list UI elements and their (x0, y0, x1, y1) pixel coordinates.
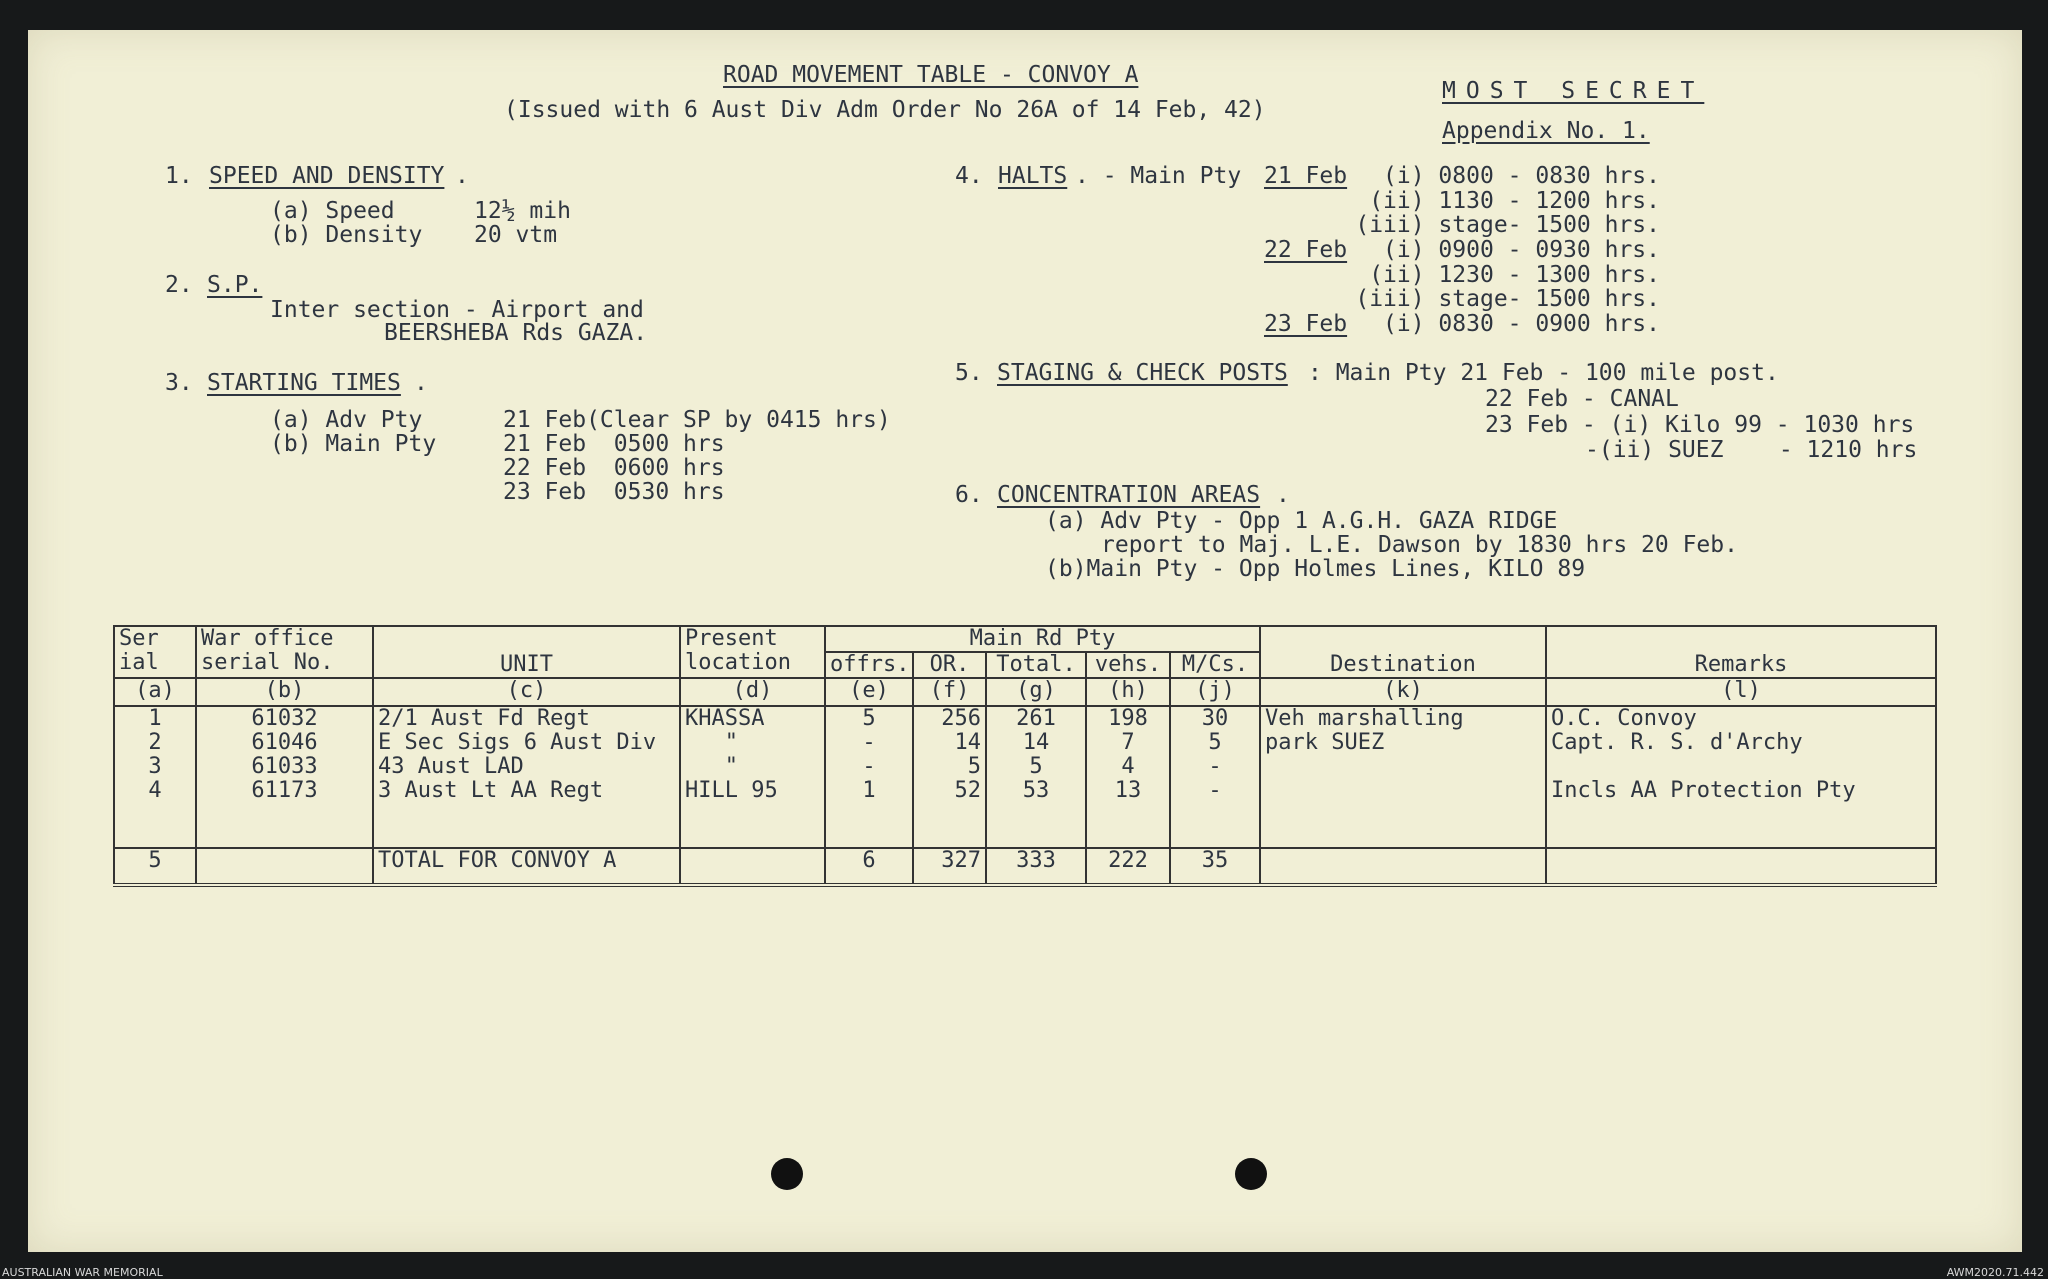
start-time-3: 22 Feb 0600 hrs (503, 455, 725, 481)
punch-hole (771, 1158, 803, 1190)
halt-line-5: (ii) 1230 - 1300 hrs. (1369, 262, 1660, 288)
cell-locations: KHASSA " " HILL 95 (680, 706, 825, 848)
archive-reference: AWM2020.71.442 (1946, 1266, 2044, 1279)
density-label: (b) Density (270, 222, 423, 248)
staging-line-3: 23 Feb - (i) Kilo 99 - 1030 hrs (1485, 412, 1915, 438)
halt-line-4: (i) 0900 - 0930 hrs. (1383, 237, 1660, 263)
section6-number: 6. (955, 482, 983, 508)
issued-note: (Issued with 6 Aust Div Adm Order No 26A of 14 Feb, 42) (504, 97, 1266, 123)
total-mcs: 35 (1170, 848, 1260, 885)
header-remarks: Remarks (1546, 626, 1936, 678)
appendix-label: Appendix No. 1. (1442, 118, 1650, 144)
movement-table (113, 625, 1937, 887)
concentration-line-2: report to Maj. L.E. Dawson by 1830 hrs 20 Feb. (1101, 532, 1738, 558)
total-label: TOTAL FOR CONVOY A (373, 848, 680, 885)
total-offrs: 6 (825, 848, 913, 885)
section5-title: STAGING & CHECK POSTS (997, 360, 1288, 386)
halt-line-6: (iii) stage- 1500 hrs. (1355, 286, 1660, 312)
header-main-rd-pty: Main Rd Pty (825, 626, 1260, 652)
header-present-location: Present location (680, 626, 825, 678)
cell-remarks: O.C. Convoy Capt. R. S. d'Archy Incls AA Protection Pty (1546, 706, 1936, 848)
section5-number: 5. (955, 360, 983, 386)
cell-or: 256 14 5 52 (913, 706, 986, 848)
total-vehs: 222 (1086, 848, 1170, 885)
cell-total: 261 14 5 53 (986, 706, 1086, 848)
speed-label: (a) Speed (270, 198, 395, 224)
document-title: ROAD MOVEMENT TABLE - CONVOY A (723, 62, 1139, 88)
adv-pty-label: (a) Adv Pty (270, 407, 423, 433)
halts-day-1: 21 Feb (1264, 163, 1348, 189)
main-pty-label: (b) Main Pty (270, 431, 437, 457)
archive-credit: AUSTRALIAN WAR MEMORIAL (2, 1266, 163, 1279)
halt-line-1: (i) 0800 - 0830 hrs. (1383, 163, 1660, 189)
header-vehs: vehs. (1086, 652, 1170, 678)
column-letter: (a) (114, 678, 196, 706)
section4-number: 4. (955, 163, 983, 189)
total-empty (196, 848, 373, 885)
section2-number: 2. (165, 272, 193, 298)
column-letter: (c) (373, 678, 680, 706)
total-total: 333 (986, 848, 1086, 885)
header-war-office-serial: War office serial No. (196, 626, 373, 678)
column-letter: (b) (196, 678, 373, 706)
column-letter: (g) (986, 678, 1086, 706)
cell-war-office-serials: 61032 61046 61033 61173 (196, 706, 373, 848)
column-letter: (e) (825, 678, 913, 706)
column-letter: (f) (913, 678, 986, 706)
section3-number: 3. (165, 370, 193, 396)
density-value: 20 vtm (474, 222, 558, 248)
concentration-line-3: (b)Main Pty - Opp Holmes Lines, KILO 89 (1045, 556, 1586, 582)
halt-line-2: (ii) 1130 - 1200 hrs. (1369, 188, 1660, 214)
cell-units: 2/1 Aust Fd Regt E Sec Sigs 6 Aust Div 43 Aust LAD 3 Aust Lt AA Regt (373, 706, 680, 848)
sp-line-2: BEERSHEBA Rds GAZA. (384, 320, 648, 346)
header-unit: UNIT (373, 626, 680, 678)
header-serial: Ser ial (114, 626, 196, 678)
start-time-1: 21 Feb(Clear SP by 0415 hrs) (503, 407, 891, 433)
speed-value: 12½ mih (474, 198, 571, 224)
staging-line-1: : Main Pty 21 Feb - 100 mile post. (1308, 360, 1779, 386)
header-or: OR. (913, 652, 986, 678)
staging-line-4: -(ii) SUEZ - 1210 hrs (1585, 437, 1918, 463)
total-empty (1260, 848, 1546, 885)
concentration-line-1: (a) Adv Pty - Opp 1 A.G.H. GAZA RIDGE (1045, 508, 1558, 534)
halt-line-3: (iii) stage- 1500 hrs. (1355, 212, 1660, 238)
column-letter: (d) (680, 678, 825, 706)
cell-destination: Veh marshalling park SUEZ (1260, 706, 1546, 848)
column-letter: (l) (1546, 678, 1936, 706)
cell-serials: 1 2 3 4 (114, 706, 196, 848)
section1-title: SPEED AND DENSITY (209, 163, 445, 189)
column-letter: (j) (1170, 678, 1260, 706)
classification-label: MOST SECRET (1442, 78, 1705, 104)
section4-title: HALTS (998, 163, 1068, 189)
start-time-4: 23 Feb 0530 hrs (503, 479, 725, 505)
start-time-2: 21 Feb 0500 hrs (503, 431, 725, 457)
header-mcs: M/Cs. (1170, 652, 1260, 678)
column-letter: (h) (1086, 678, 1170, 706)
section1-number: 1. (165, 163, 193, 189)
halt-line-7: (i) 0830 - 0900 hrs. (1383, 311, 1660, 337)
halts-day-2: 22 Feb (1264, 237, 1348, 263)
column-letter: (k) (1260, 678, 1546, 706)
staging-line-2: 22 Feb - CANAL (1485, 386, 1679, 412)
section6-title: CONCENTRATION AREAS (997, 482, 1261, 508)
section3-title: STARTING TIMES (207, 370, 401, 396)
header-destination: Destination (1260, 626, 1546, 678)
total-empty (1546, 848, 1936, 885)
halts-day-3: 23 Feb (1264, 311, 1348, 337)
section2-title: S.P. (207, 272, 263, 298)
header-offrs: offrs. (825, 652, 913, 678)
cell-offrs: 5 - - 1 (825, 706, 913, 848)
total-or: 327 (913, 848, 986, 885)
sp-line-1: Inter section - Airport and (270, 297, 644, 323)
cell-vehs: 198 7 4 13 (1086, 706, 1170, 848)
cell-mcs: 30 5 - - (1170, 706, 1260, 848)
total-serial: 5 (114, 848, 196, 885)
halts-prefix: . - Main Pty (1075, 163, 1242, 189)
header-total: Total. (986, 652, 1086, 678)
punch-hole (1235, 1158, 1267, 1190)
total-empty (680, 848, 825, 885)
